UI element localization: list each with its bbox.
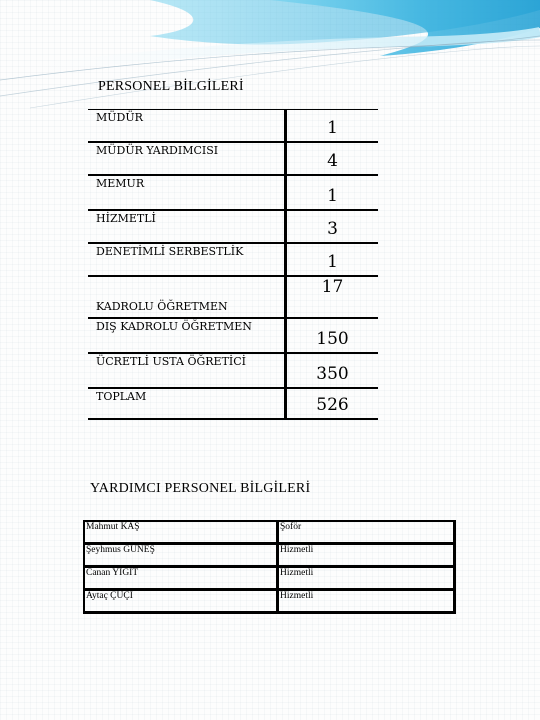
personnel-label: HİZMETLİ: [88, 210, 286, 243]
personnel-row: [88, 353, 378, 388]
personnel-label: DIŞ KADROLU ÖĞRETMEN: [88, 318, 286, 353]
personnel-row: [88, 276, 378, 318]
header-wave-decoration: [0, 0, 540, 110]
personnel-count: 526: [286, 388, 379, 419]
personnel-row: [88, 142, 378, 175]
personnel-label: MÜDÜR: [88, 110, 286, 142]
personnel-count: 1: [286, 243, 379, 276]
support-row: [84, 567, 455, 590]
personnel-label: ÜCRETLİ USTA ÖĞRETİCİ: [88, 353, 286, 388]
personnel-count: 3: [286, 210, 379, 243]
personnel-count: 350: [286, 353, 379, 388]
personnel-row: [88, 175, 378, 210]
support-row: [84, 544, 455, 567]
support-row: [84, 521, 455, 544]
support-staff-table: [83, 520, 456, 614]
staff-name: Şeyhmus GÜNEŞ: [84, 544, 278, 567]
personnel-row: [88, 110, 378, 142]
personnel-label: MÜDÜR YARDIMCISI: [88, 142, 286, 175]
personnel-label: TOPLAM: [88, 388, 286, 419]
personnel-count: 4: [286, 142, 379, 175]
personnel-count: 1: [286, 175, 379, 210]
personnel-count: 1: [286, 110, 379, 142]
support-staff-title: YARDIMCI PERSONEL BİLGİLERİ: [90, 481, 311, 496]
staff-name: Aytaç ÇUÇİ: [84, 590, 278, 613]
personnel-info-title: PERSONEL BİLGİLERİ: [98, 79, 244, 94]
staff-role: Hizmetli: [278, 544, 455, 567]
personnel-count: 17: [286, 276, 379, 318]
personnel-label: MEMUR: [88, 175, 286, 210]
staff-name: Mahmut KAŞ: [84, 521, 278, 544]
staff-role: Şoför: [278, 521, 455, 544]
personnel-row: [88, 210, 378, 243]
staff-name: Canan YİĞİT: [84, 567, 278, 590]
personnel-table: [88, 109, 378, 420]
personnel-row: [88, 243, 378, 276]
personnel-label: DENETİMLİ SERBESTLİK: [88, 243, 286, 276]
staff-role: Hizmetli: [278, 567, 455, 590]
staff-role: Hizmetli: [278, 590, 455, 613]
personnel-count: 150: [286, 318, 379, 353]
personnel-row: [88, 388, 378, 419]
personnel-row: [88, 318, 378, 353]
personnel-label: KADROLU ÖĞRETMEN: [88, 276, 286, 318]
support-row: [84, 590, 455, 613]
